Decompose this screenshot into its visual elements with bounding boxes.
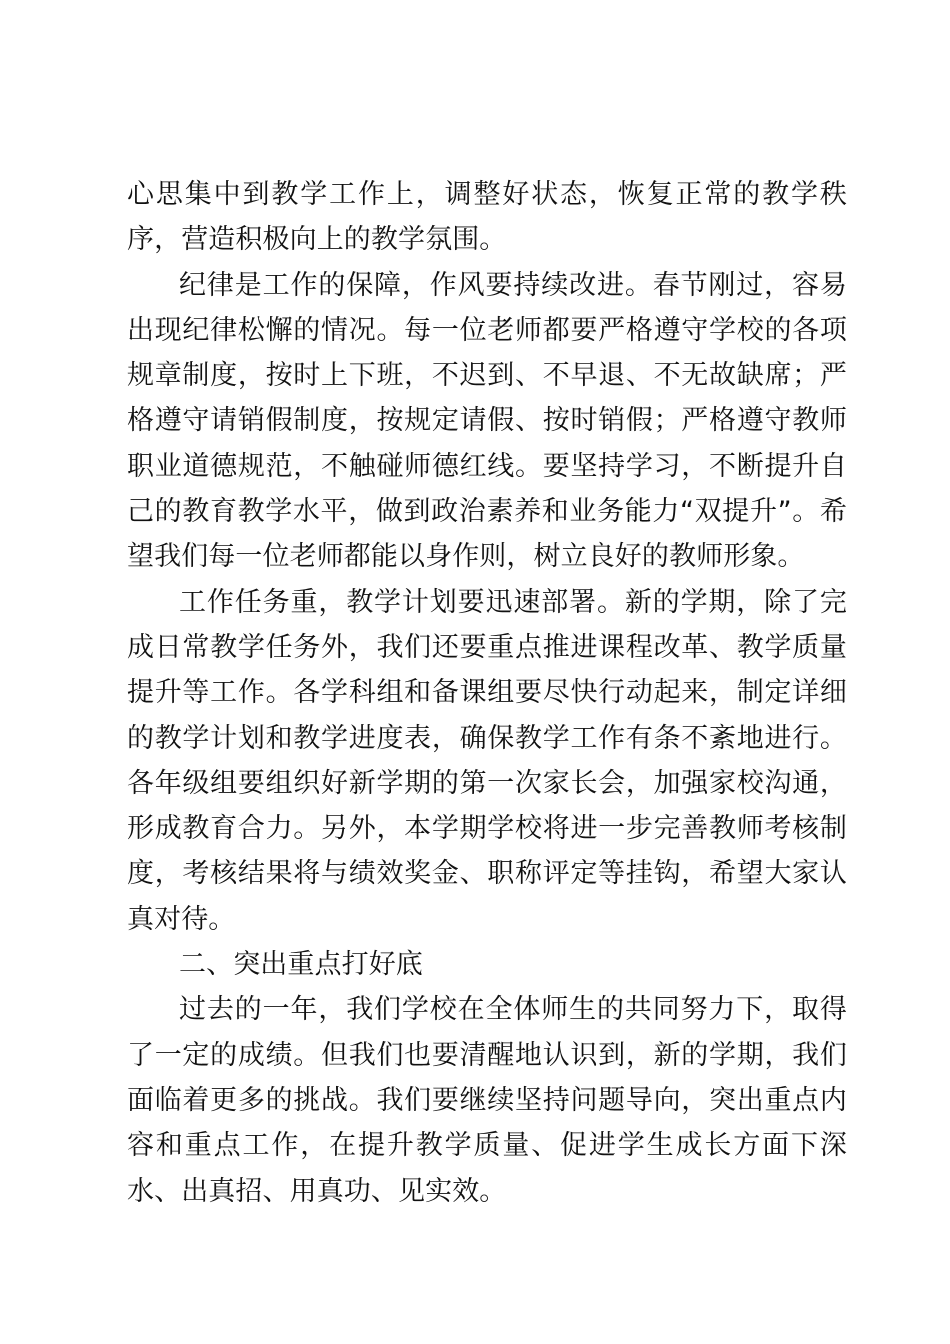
section-heading: 二、突出重点打好底: [179, 949, 423, 981]
paragraph-continuation: 心思集中到教学工作上，调整好状态，恢复正常的教学秩序，营造积极向上的教学氛围。: [127, 179, 847, 256]
paragraph-teaching-plan: 工作任务重，教学计划要迅速部署。新的学期，除了完成日常教学任务外，我们还要重点推进课程改革、教学质量提升等工作。各学科组和备课组要尽快行动起来，制定详细的教学计划和教学进度表，确保教学工作有条不紊地进行。各年级组要组织好新学期的第一次家长会，加强家校沟通，形成教育合力。另外，本学期学校将进一步完善教师考核制度，考核结果将与绩效奖金、职称评定等挂钩，希望大家认真对待。: [127, 586, 847, 935]
paragraph-focus: 过去的一年，我们学校在全体师生的共同努力下，取得了一定的成绩。但我们也要清醒地认识到，新的学期，我们面临着更多的挑战。我们要继续坚持问题导向，突出重点内容和重点工作，在提升教学质量、促进学生成长方面下深水、出真招、用真功、见实效。: [127, 994, 847, 1207]
paragraph-discipline: 纪律是工作的保障，作风要持续改进。春节刚过，容易出现纪律松懈的情况。每一位老师都要严格遵守学校的各项规章制度，按时上下班，不迟到、不早退、不无故缺席；严格遵守请销假制度，按规定请假、按时销假；严格遵守教师职业道德规范，不触碰师德红线。要坚持学习，不断提升自己的教育教学水平，做到政治素养和业务能力“双提升”。希望我们每一位老师都能以身作则，树立良好的教师形象。: [127, 269, 847, 573]
document-body: [127, 172, 847, 1214]
